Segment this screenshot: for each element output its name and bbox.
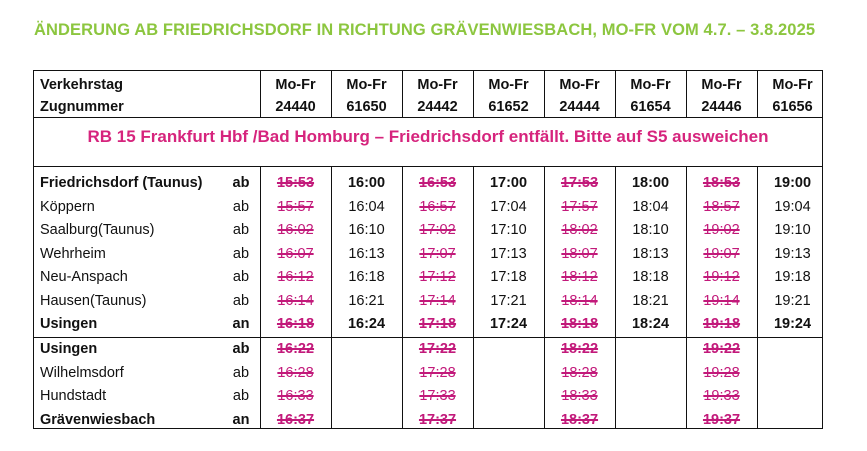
stop-type: ab	[232, 364, 250, 381]
cancelled-time: 17:37	[418, 411, 457, 428]
cancelled-time: 18:18	[560, 316, 599, 332]
cancelled-time: 15:57	[277, 198, 314, 215]
stop-name: Neu-Anspach	[40, 269, 128, 285]
time-cell: 19:18	[774, 269, 811, 285]
cancelled-time: 16:12	[277, 269, 314, 285]
stop-name: Wehrheim	[40, 245, 106, 262]
header-day: Mo-Fr	[701, 77, 742, 93]
cancelled-time: 17:28	[419, 364, 456, 381]
stop-type: ab	[232, 222, 250, 238]
cancelled-time: 16:33	[277, 388, 314, 404]
cancelled-time: 16:37	[276, 411, 315, 428]
stop-name: Saalburg(Taunus)	[40, 222, 155, 238]
cancelled-time: 17:53	[560, 175, 599, 191]
stop-name: Hundstadt	[40, 388, 107, 404]
row-divider	[34, 337, 822, 338]
time-cell: 18:10	[632, 222, 669, 238]
cancelled-time: 17:14	[419, 292, 456, 309]
time-cell: 16:18	[348, 269, 385, 285]
time-cell: 19:13	[774, 245, 811, 262]
stop-type: ab	[232, 269, 250, 285]
cancelled-time: 19:33	[703, 388, 740, 404]
time-cell: 19:00	[773, 175, 812, 191]
cancelled-time: 16:02	[277, 222, 314, 238]
time-cell: 18:00	[631, 175, 670, 191]
time-cell: 18:18	[632, 269, 669, 285]
cancelled-time: 19:14	[703, 292, 740, 309]
time-cell: 16:10	[348, 222, 385, 238]
header-day: Mo-Fr	[630, 77, 671, 93]
time-cell: 18:21	[632, 292, 669, 309]
header-day: Mo-Fr	[772, 77, 813, 93]
stop-type: an	[232, 316, 250, 332]
stop-name: Grävenwiesbach	[40, 411, 156, 428]
time-cell: 16:21	[348, 292, 385, 309]
timetable	[33, 70, 823, 429]
stop-type: ab	[232, 341, 250, 357]
cancelled-time: 19:18	[702, 316, 741, 332]
cancelled-time: 16:57	[419, 198, 456, 215]
header-train-number: 24444	[559, 99, 600, 115]
stop-type: an	[232, 411, 250, 428]
page-title: ÄNDERUNG AB FRIEDRICHSDORF IN RICHTUNG GRÄVENWIESBACH, MO-FR VOM 4.7. – 3.8.2025	[34, 21, 816, 39]
cancelled-time: 18:14	[561, 292, 598, 309]
cancelled-time: 17:33	[419, 388, 456, 404]
cancelled-time: 18:33	[561, 388, 598, 404]
cancelled-time: 17:12	[419, 269, 456, 285]
stop-name: Friedrichsdorf (Taunus)	[40, 175, 203, 191]
time-cell: 16:04	[348, 198, 385, 215]
stop-type: ab	[232, 388, 250, 404]
cancelled-time: 15:53	[276, 175, 315, 191]
cancelled-time: 16:07	[277, 245, 314, 262]
stop-name: Wilhelmsdorf	[40, 364, 124, 381]
cancelled-time: 17:18	[418, 316, 457, 332]
time-cell: 18:04	[632, 198, 669, 215]
stop-name: Usingen	[40, 341, 98, 357]
time-cell: 18:24	[631, 316, 670, 332]
cancelled-time: 18:22	[560, 341, 599, 357]
row-divider	[34, 166, 822, 167]
header-day: Mo-Fr	[559, 77, 600, 93]
header-train-number: 24442	[417, 99, 458, 115]
header-train-number: 24440	[275, 99, 316, 115]
time-cell: 16:13	[348, 245, 385, 262]
cancelled-time: 18:02	[561, 222, 598, 238]
header-train-number: 61656	[772, 99, 813, 115]
cancelled-time: 19:12	[703, 269, 740, 285]
cancelled-time: 17:07	[419, 245, 456, 262]
cancelled-time: 18:37	[560, 411, 599, 428]
cancelled-time: 16:28	[277, 364, 314, 381]
header-label-verkehrstag: Verkehrstag	[40, 77, 124, 93]
stop-type: ab	[232, 245, 250, 262]
cancelled-time: 19:28	[703, 364, 740, 381]
time-cell: 18:13	[632, 245, 669, 262]
cancelled-time: 19:22	[702, 341, 741, 357]
row-divider	[34, 117, 822, 118]
time-cell: 17:04	[490, 198, 527, 215]
time-cell: 17:13	[490, 245, 527, 262]
cancelled-time: 19:02	[703, 222, 740, 238]
cancelled-time: 18:12	[561, 269, 598, 285]
time-cell: 19:24	[773, 316, 812, 332]
stop-name: Hausen(Taunus)	[40, 292, 147, 309]
time-cell: 17:18	[490, 269, 527, 285]
header-train-number: 61652	[488, 99, 529, 115]
cancelled-time: 17:22	[418, 341, 457, 357]
time-cell: 16:00	[347, 175, 386, 191]
time-cell: 17:24	[489, 316, 528, 332]
header-day: Mo-Fr	[417, 77, 458, 93]
cancelled-time: 18:57	[703, 198, 740, 215]
cancelled-time: 16:18	[276, 316, 315, 332]
cancelled-time: 16:22	[276, 341, 315, 357]
header-day: Mo-Fr	[488, 77, 529, 93]
stop-type: ab	[232, 292, 250, 309]
cancelled-time: 18:07	[561, 245, 598, 262]
header-label-zugnummer: Zugnummer	[40, 99, 124, 115]
time-cell: 16:24	[347, 316, 386, 332]
header-train-number: 61650	[346, 99, 387, 115]
time-cell: 19:04	[774, 198, 811, 215]
stop-type: ab	[232, 175, 250, 191]
cancelled-time: 17:57	[561, 198, 598, 215]
cancelled-time: 18:53	[702, 175, 741, 191]
time-cell: 19:21	[774, 292, 811, 309]
cancelled-time: 16:14	[277, 292, 314, 309]
header-day: Mo-Fr	[275, 77, 316, 93]
stop-name: Köppern	[40, 198, 95, 215]
header-train-number: 24446	[701, 99, 742, 115]
time-cell: 17:00	[489, 175, 528, 191]
time-cell: 17:21	[490, 292, 527, 309]
time-cell: 17:10	[490, 222, 527, 238]
time-cell: 19:10	[774, 222, 811, 238]
stop-name: Usingen	[40, 316, 98, 332]
cancelled-time: 18:28	[561, 364, 598, 381]
cancelled-time: 17:02	[419, 222, 456, 238]
cancelled-time: 19:07	[703, 245, 740, 262]
notice-text: RB 15 Frankfurt Hbf /Bad Homburg – Friedrichsdorf entfällt. Bitte auf S5 ausweichen	[87, 127, 769, 146]
stop-type: ab	[232, 198, 250, 215]
header-day: Mo-Fr	[346, 77, 387, 93]
cancelled-time: 19:37	[702, 411, 741, 428]
cancelled-time: 16:53	[418, 175, 457, 191]
header-train-number: 61654	[630, 99, 671, 115]
